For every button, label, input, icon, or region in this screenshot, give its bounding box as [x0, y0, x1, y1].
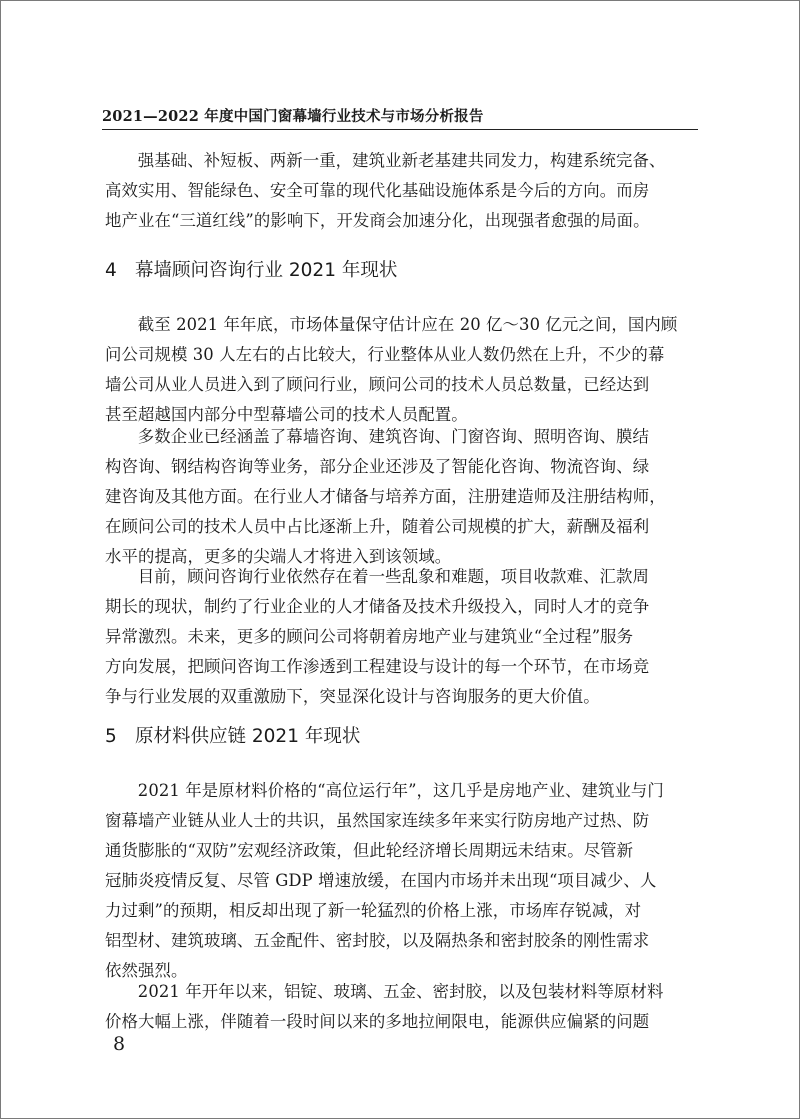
paragraph [105, 776, 695, 986]
text-line: 窗幕墙产业链从业人士的共识，虽然国家连续多年来实行防房地产过热、防 [105, 811, 650, 830]
text-line: 2021 年开年以来，铝锭、玻璃、五金、密封胶，以及包装材料等原材料 [137, 982, 664, 1001]
text-line: 价格大幅上涨，伴随着一段时间以来的多地拉闸限电，能源供应偏紧的问题 [105, 1012, 650, 1031]
running-header [102, 101, 698, 130]
paragraph [105, 310, 695, 430]
text-line: 冠肺炎疫情反复、尽管 GDP 增速放缓，在国内市场并未出现“项目减少、人 [105, 871, 657, 890]
paragraph [105, 422, 695, 572]
text-line: 截至 2021 年年底，市场体量保守估计应在 20 亿～30 亿元之间，国内顾 [137, 315, 678, 334]
text-line: 期长的现状，制约了行业企业的人才储备及技术升级投入，同时人才的竞争 [105, 597, 650, 616]
text-line: 通货膨胀的“双防”宏观经济政策，但此轮经济增长周期远未结束。尽管新 [105, 841, 634, 860]
text-line: 水平的提高，更多的尖端人才将进入到该领域。 [105, 547, 452, 566]
text-line: 构咨询、钢结构咨询等业务，部分企业还涉及了智能化咨询、物流咨询、绿 [105, 457, 650, 476]
text-line: 依然强烈。 [105, 961, 188, 980]
section-number: 4 [105, 260, 117, 281]
text-line: 甚至超越国内部分中型幕墙公司的技术人员配置。 [105, 405, 468, 424]
text-line: 墙公司从业人员进入到了顾问行业，顾问公司的技术人员总数量，已经达到 [105, 375, 650, 394]
text-line: 方向发展，把顾问咨询工作渗透到工程建设与设计的每一个环节，在市场竞 [105, 657, 650, 676]
text-line: 铝型材、建筑玻璃、五金配件、密封胶，以及隔热条和密封胶条的刚性需求 [105, 931, 650, 950]
section-number: 5 [105, 726, 117, 747]
section-heading-4 [105, 256, 397, 282]
text-line: 建咨询及其他方面。在行业人才储备与培养方面，注册建造师及注册结构师， [105, 487, 666, 506]
text-line: 高效实用、智能绿色、安全可靠的现代化基础设施体系是今后的方向。而房 [105, 181, 650, 200]
section-title: 原材料供应链 2021 年现状 [135, 726, 361, 747]
section-heading-5 [105, 722, 360, 748]
text-line: 目前，顾问咨询行业依然存在着一些乱象和难题，项目收款难、汇款周 [137, 567, 650, 586]
text-line: 2021 年是原材料价格的“高位运行年”，这几乎是房地产业、建筑业与门 [137, 781, 664, 800]
text-line: 强基础、补短板、两新一重，建筑业新老基建共同发力，构建系统完备、 [137, 151, 666, 170]
header-title: 2021—2022 年度中国门窗幕墙行业技术与市场分析报告 [102, 108, 484, 125]
paragraph [105, 977, 695, 1037]
text-line: 在顾问公司的技术人员中占比逐渐上升，随着公司规模的扩大，薪酬及福利 [105, 517, 650, 536]
section-title: 幕墙顾问咨询行业 2021 年现状 [135, 260, 398, 281]
page-number: 8 [113, 1033, 126, 1055]
text-line: 多数企业已经涵盖了幕墙咨询、建筑咨询、门窗咨询、照明咨询、膜结 [137, 427, 650, 446]
text-line: 力过剩”的预期，相反却出现了新一轮猛烈的价格上涨，市场库存锐减，对 [105, 901, 642, 920]
text-line: 地产业在“三道红线”的影响下，开发商会加速分化，出现强者愈强的局面。 [105, 211, 650, 230]
text-line: 问公司规模 30 人左右的占比较大，行业整体从业人数仍然在上升，不少的幕 [105, 345, 665, 364]
text-line: 争与行业发展的双重激励下，突显深化设计与咨询服务的更大价值。 [105, 687, 600, 706]
intro-paragraph [105, 146, 695, 236]
text-line: 异常激烈。未来，更多的顾问公司将朝着房地产业与建筑业“全过程”服务 [105, 627, 634, 646]
paragraph [105, 562, 695, 712]
